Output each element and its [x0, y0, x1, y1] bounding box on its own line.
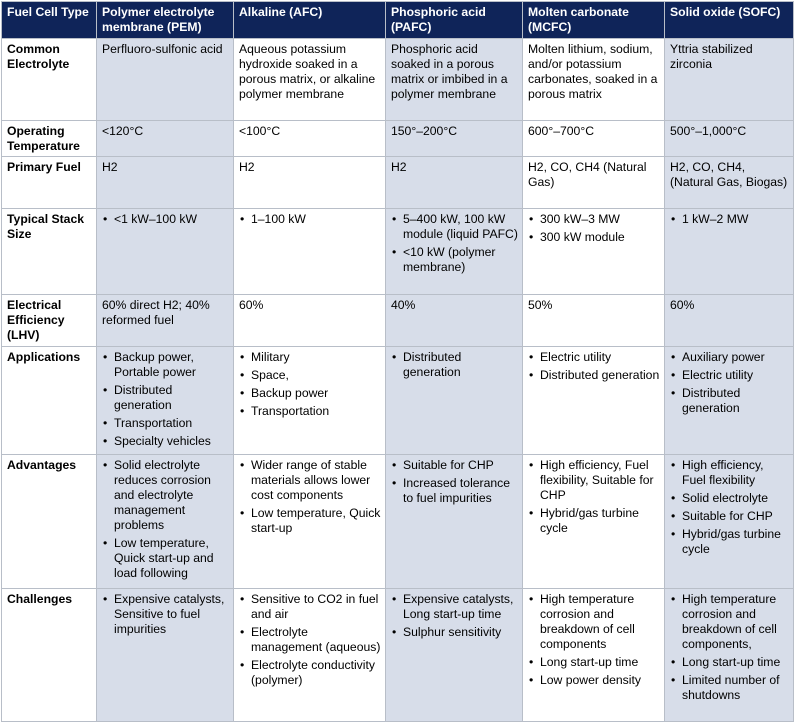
cell-pafc-fuel: H2: [386, 157, 523, 209]
bullet-list: [239, 592, 381, 688]
bullet-item: • Wider range of stable materials allows lower cost components: [239, 458, 381, 503]
cell-pem-advantages: [97, 455, 234, 589]
bullet-list: [102, 350, 229, 449]
cell-pafc-temperature: 150°–200°C: [386, 121, 523, 157]
bullet-item: • High efficiency, Fuel flexibility, Suitable for CHP: [528, 458, 660, 503]
cell-pafc-electrolyte: Phosphoric acid soaked in a porous matrix or imbibed in a polymer membrane: [386, 39, 523, 121]
bullet-list: [528, 350, 660, 383]
cell-mcfc-electrolyte: Molten lithium, sodium, and/or potassium carbonates, soaked in a porous matrix: [523, 39, 665, 121]
row-fuel: [2, 157, 794, 209]
cell-mcfc-stack: [523, 209, 665, 295]
bullet-item: • Hybrid/gas turbine cycle: [670, 527, 789, 557]
bullet-item: • 1 kW–2 MW: [670, 212, 789, 227]
cell-pem-challenges: [97, 589, 234, 722]
bullet-item: • Distributed generation: [102, 383, 229, 413]
bullet-item: • Electric utility: [670, 368, 789, 383]
row-label-applications: Applications: [2, 347, 97, 455]
row-stack-size: [2, 209, 794, 295]
bullet-item: • Electrolyte management (aqueous): [239, 625, 381, 655]
bullet-item: • Suitable for CHP: [670, 509, 789, 524]
bullet-item: • Electric utility: [528, 350, 660, 365]
cell-pem-efficiency: 60% direct H2; 40% reformed fuel: [97, 295, 234, 347]
bullet-item: • Expensive catalysts, Long start-up time: [391, 592, 518, 622]
bullet-item: • High temperature corrosion and breakdown of cell components: [528, 592, 660, 652]
bullet-list: [102, 212, 229, 227]
row-label-challenges: Challenges: [2, 589, 97, 722]
cell-afc-fuel: H2: [234, 157, 386, 209]
cell-pem-stack: [97, 209, 234, 295]
cell-sofc-efficiency: 60%: [665, 295, 794, 347]
bullet-item: • 300 kW–3 MW: [528, 212, 660, 227]
bullet-item: • <1 kW–100 kW: [102, 212, 229, 227]
cell-pafc-applications: [386, 347, 523, 455]
bullet-item: • Transportation: [239, 404, 381, 419]
row-label-temperature: Operating Temperature: [2, 121, 97, 157]
cell-mcfc-fuel: H2, CO, CH4 (Natural Gas): [523, 157, 665, 209]
bullet-item: • Long start-up time: [670, 655, 789, 670]
cell-afc-advantages: [234, 455, 386, 589]
row-electrolyte: [2, 39, 794, 121]
bullet-item: • Increased tolerance to fuel impurities: [391, 476, 518, 506]
cell-mcfc-temperature: 600°–700°C: [523, 121, 665, 157]
cell-sofc-applications: [665, 347, 794, 455]
bullet-item: • Low power density: [528, 673, 660, 688]
cell-sofc-fuel: H2, CO, CH4, (Natural Gas, Biogas): [665, 157, 794, 209]
bullet-list: [239, 458, 381, 536]
col-header-pafc: Phosphoric acid (PAFC): [386, 2, 523, 39]
cell-sofc-advantages: [665, 455, 794, 589]
bullet-item: • High temperature corrosion and breakdown of cell components,: [670, 592, 789, 652]
cell-pem-applications: [97, 347, 234, 455]
cell-mcfc-efficiency: 50%: [523, 295, 665, 347]
cell-mcfc-challenges: [523, 589, 665, 722]
cell-pafc-efficiency: 40%: [386, 295, 523, 347]
cell-sofc-temperature: 500°–1,000°C: [665, 121, 794, 157]
bullet-list: [528, 592, 660, 688]
row-advantages: [2, 455, 794, 589]
bullet-list: [391, 350, 518, 380]
col-header-sofc: Solid oxide (SOFC): [665, 2, 794, 39]
cell-afc-applications: [234, 347, 386, 455]
bullet-item: • Expensive catalysts, Sensitive to fuel impurities: [102, 592, 229, 637]
bullet-item: • High efficiency, Fuel flexibility: [670, 458, 789, 488]
cell-afc-stack: [234, 209, 386, 295]
bullet-item: • Military: [239, 350, 381, 365]
cell-pem-electrolyte: Perfluoro-sulfonic acid: [97, 39, 234, 121]
cell-mcfc-applications: [523, 347, 665, 455]
bullet-item: • Limited number of shutdowns: [670, 673, 789, 703]
bullet-item: • Space,: [239, 368, 381, 383]
bullet-list: [528, 458, 660, 536]
cell-pafc-stack: [386, 209, 523, 295]
row-efficiency: [2, 295, 794, 347]
cell-pafc-challenges: [386, 589, 523, 722]
bullet-item: • Electrolyte conductivity (polymer): [239, 658, 381, 688]
bullet-list: [528, 212, 660, 245]
bullet-item: • Long start-up time: [528, 655, 660, 670]
cell-sofc-challenges: [665, 589, 794, 722]
bullet-list: [670, 592, 789, 703]
bullet-item: • Solid electrolyte reduces corrosion and electrolyte management problems: [102, 458, 229, 533]
bullet-item: • Transportation: [102, 416, 229, 431]
bullet-item: • Solid electrolyte: [670, 491, 789, 506]
bullet-item: • Distributed generation: [528, 368, 660, 383]
bullet-item: • 1–100 kW: [239, 212, 381, 227]
cell-afc-efficiency: 60%: [234, 295, 386, 347]
row-label-electrolyte: Common Electrolyte: [2, 39, 97, 121]
row-label-stack-size: Typical Stack Size: [2, 209, 97, 295]
col-header-mcfc: Molten carbonate (MCFC): [523, 2, 665, 39]
cell-mcfc-advantages: [523, 455, 665, 589]
bullet-item: • Sensitive to CO2 in fuel and air: [239, 592, 381, 622]
cell-afc-electrolyte: Aqueous potassium hydroxide soaked in a porous matrix, or alkaline polymer membrane: [234, 39, 386, 121]
bullet-item: • Auxiliary power: [670, 350, 789, 365]
bullet-item: • Specialty vehicles: [102, 434, 229, 449]
bullet-item: • Suitable for CHP: [391, 458, 518, 473]
bullet-item: • Hybrid/gas turbine cycle: [528, 506, 660, 536]
cell-pafc-advantages: [386, 455, 523, 589]
row-challenges: [2, 589, 794, 722]
row-temperature: [2, 121, 794, 157]
bullet-list: [670, 458, 789, 557]
bullet-list: [102, 458, 229, 581]
cell-afc-challenges: [234, 589, 386, 722]
col-header-type: Fuel Cell Type: [2, 2, 97, 39]
col-header-pem: Polymer electrolyte membrane (PEM): [97, 2, 234, 39]
row-applications: [2, 347, 794, 455]
col-header-afc: Alkaline (AFC): [234, 2, 386, 39]
bullet-item: • Low temperature, Quick start-up: [239, 506, 381, 536]
fuel-cell-comparison-table: [1, 1, 794, 722]
bullet-item: • Backup power: [239, 386, 381, 401]
bullet-item: • Distributed generation: [670, 386, 789, 416]
bullet-item: • 300 kW module: [528, 230, 660, 245]
header-row: [2, 2, 794, 39]
bullet-list: [391, 592, 518, 640]
bullet-list: [670, 212, 789, 227]
cell-sofc-stack: [665, 209, 794, 295]
bullet-item: • <10 kW (polymer membrane): [391, 245, 518, 275]
bullet-list: [391, 458, 518, 506]
cell-sofc-electrolyte: Yttria stabilized zirconia: [665, 39, 794, 121]
bullet-list: [239, 350, 381, 419]
bullet-list: [102, 592, 229, 637]
bullet-item: • Distributed generation: [391, 350, 518, 380]
row-label-fuel: Primary Fuel: [2, 157, 97, 209]
cell-pem-fuel: H2: [97, 157, 234, 209]
row-label-efficiency: Electrical Efficiency (LHV): [2, 295, 97, 347]
bullet-item: • 5–400 kW, 100 kW module (liquid PAFC): [391, 212, 518, 242]
bullet-list: [391, 212, 518, 275]
bullet-item: • Low temperature, Quick start-up and load following: [102, 536, 229, 581]
row-label-advantages: Advantages: [2, 455, 97, 589]
bullet-item: • Backup power, Portable power: [102, 350, 229, 380]
bullet-list: [239, 212, 381, 227]
cell-afc-temperature: <100°C: [234, 121, 386, 157]
bullet-item: • Sulphur sensitivity: [391, 625, 518, 640]
bullet-list: [670, 350, 789, 416]
cell-pem-temperature: <120°C: [97, 121, 234, 157]
